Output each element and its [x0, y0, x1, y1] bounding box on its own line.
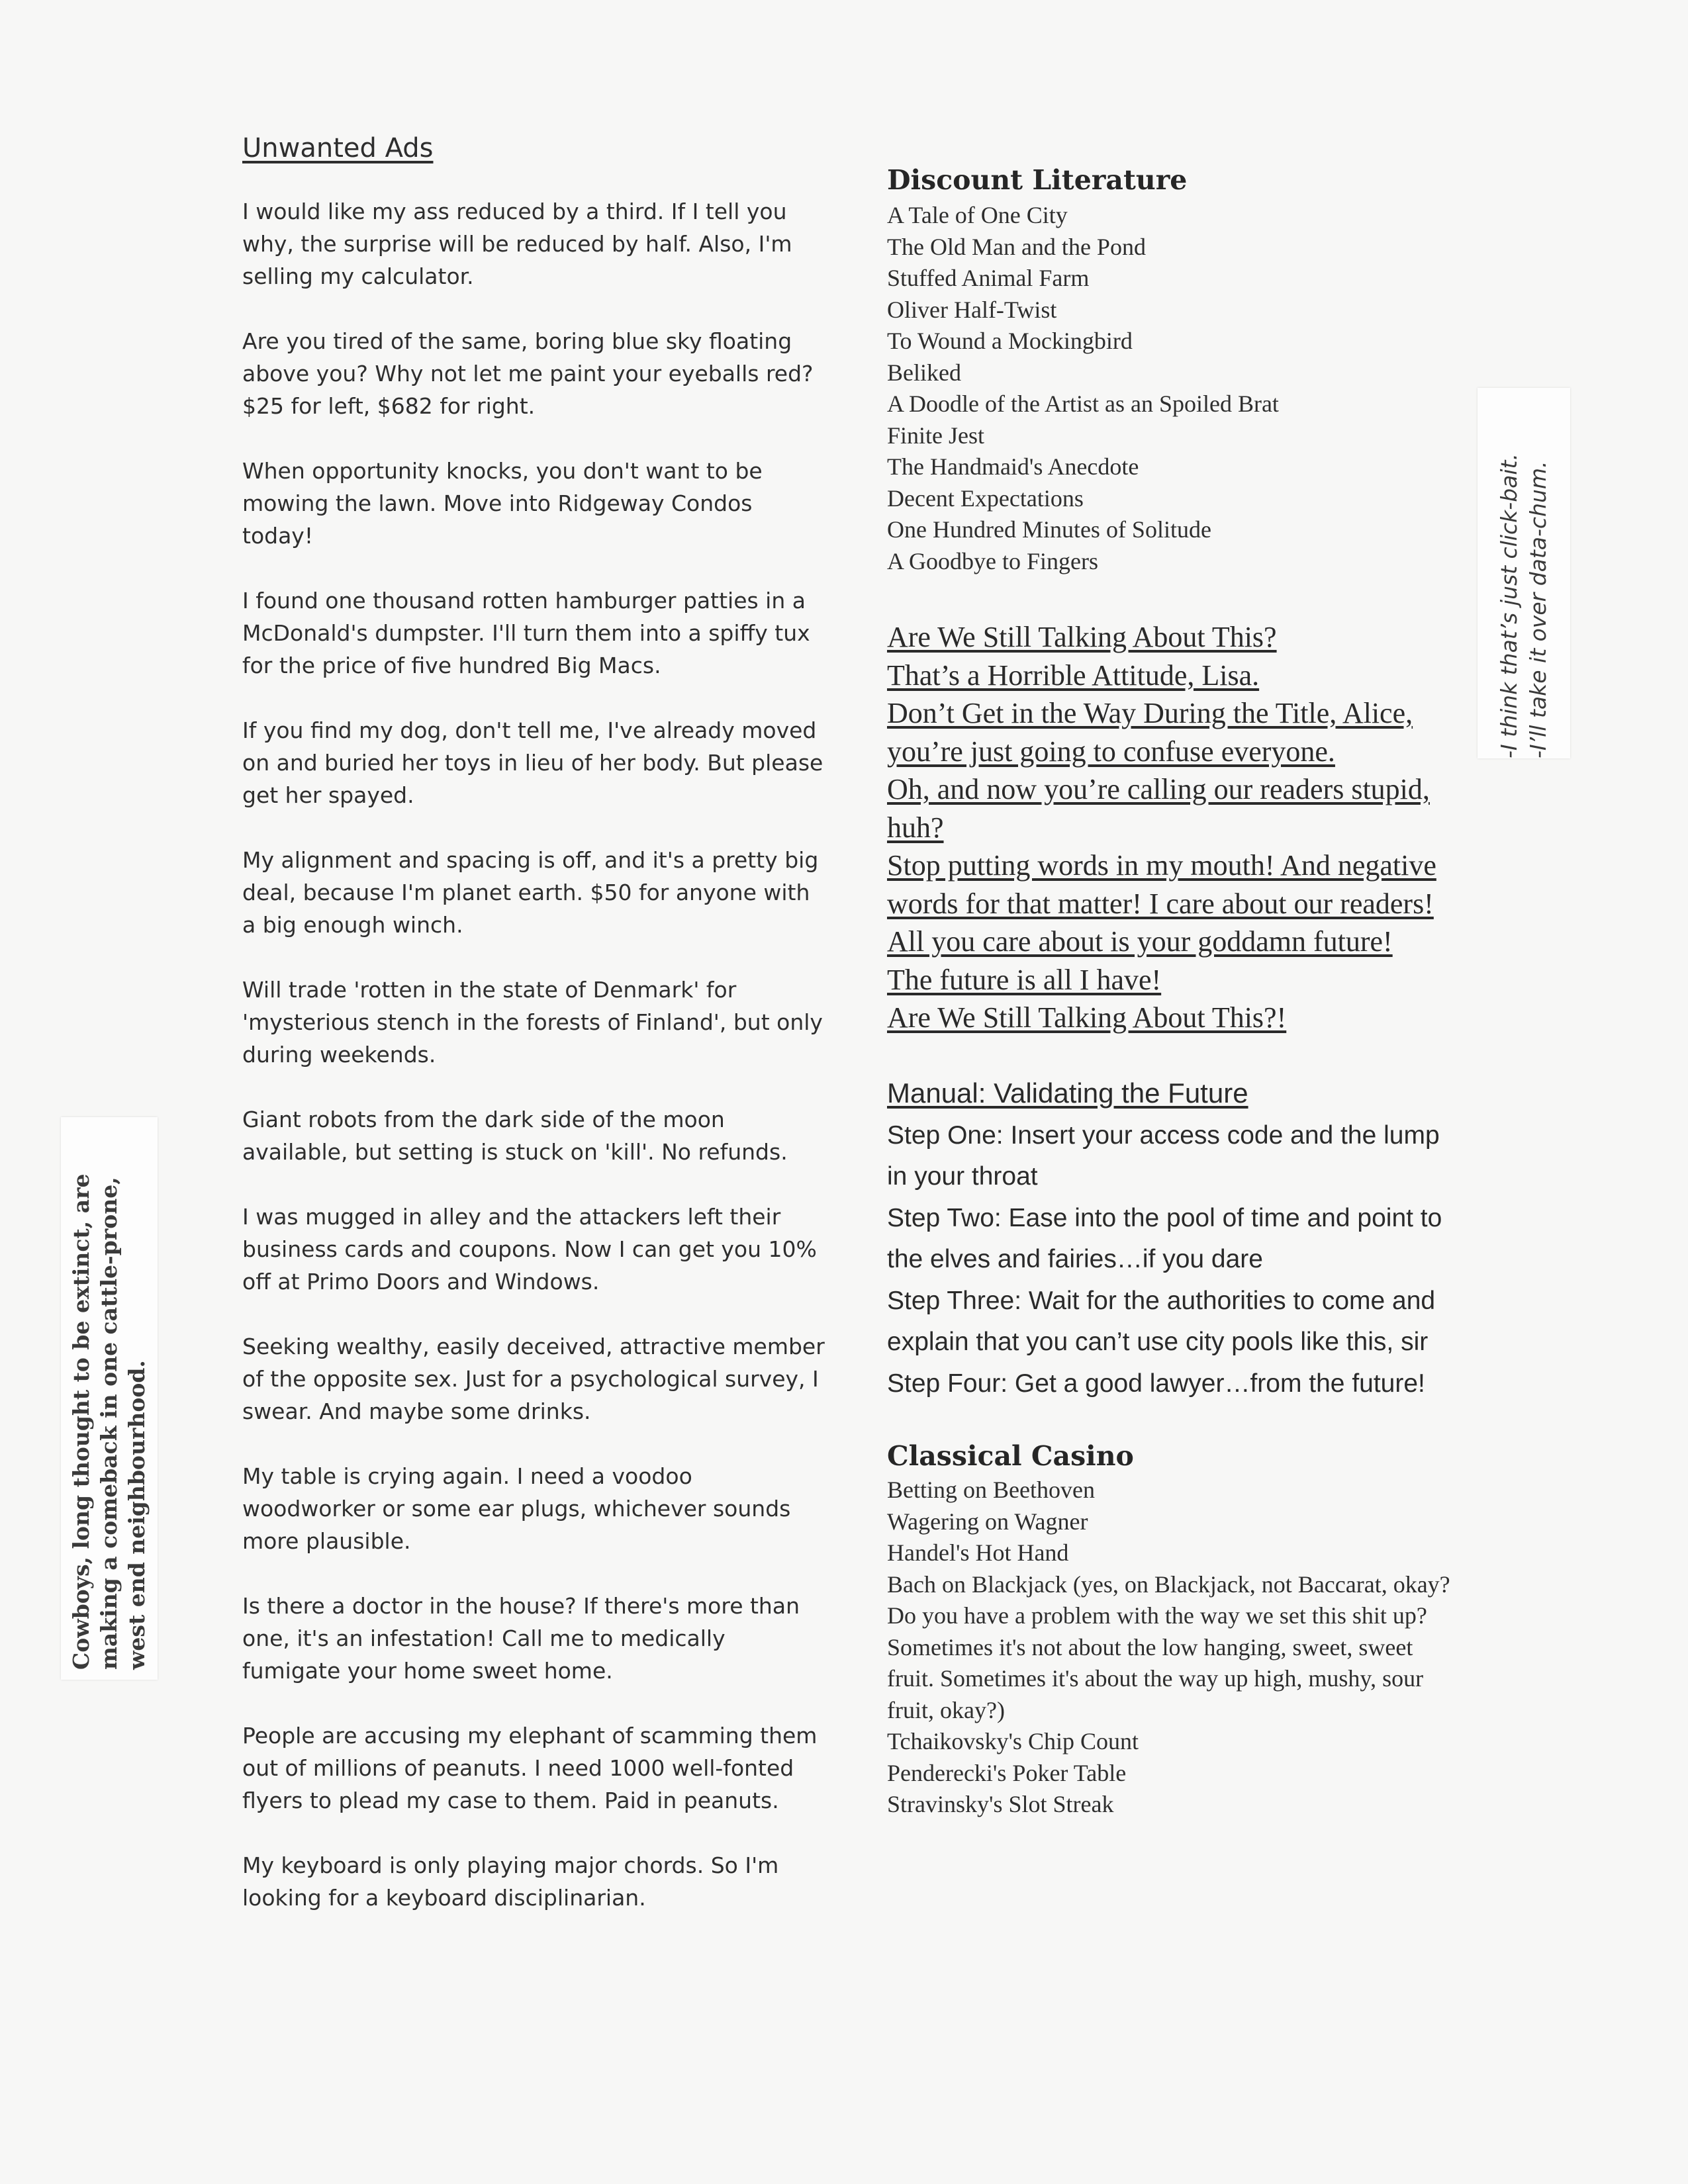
unwanted-ads-section [242, 132, 825, 1946]
classical-casino-title: Classical Casino [887, 1440, 1134, 1472]
ad-item: When opportunity knocks, you don't want to be mowing the lawn. Move into Ridgeway Condos today! [242, 458, 763, 549]
manual-section [887, 1075, 1456, 1405]
manual-steps [887, 1115, 1456, 1405]
casino-item: Handel's Hot Hand [887, 1539, 1069, 1566]
casino-item: Betting on Beethoven [887, 1477, 1095, 1503]
book-title: The Handmaid's Anecdote [887, 453, 1139, 480]
ad-item: If you find my dog, don't tell me, I've already moved on and buried her toys in lieu of her body. But please get her spayed. [242, 717, 823, 808]
manual-step: Step Three: Wait for the authorities to come and explain that you can’t use city pools like this, sir [887, 1286, 1436, 1356]
unwanted-ads-title: Unwanted Ads [242, 133, 434, 163]
casino-item: Wagering on Wagner [887, 1508, 1088, 1535]
discount-literature-section [887, 163, 1456, 577]
book-title: To Wound a Mockingbird [887, 328, 1133, 354]
side-note-left-text [68, 1127, 151, 1670]
side-note-line: west end neighbourhood. [124, 1360, 150, 1670]
book-title: Decent Expectations [887, 484, 1084, 512]
ad-item: Seeking wealthy, easily deceived, attractive member of the opposite sex. Just for a psychological survey, I swear. And maybe some drinks. [242, 1334, 825, 1424]
book-title: A Doodle of the Artist as an Spoiled Brat [887, 390, 1279, 417]
book-title: Oliver Half-Twist [887, 296, 1057, 323]
classical-casino-section [887, 1439, 1456, 1821]
ad-item: Are you tired of the same, boring blue sky floating above you? Why not let me paint your eyeballs red? $25 for left, $682 for right. [242, 328, 814, 419]
ad-item: Giant robots from the dark side of the moon available, but setting is stuck on 'kill'. No refunds. [242, 1107, 788, 1165]
side-note-line: Cowboys, long thought to be extinct, are [68, 1173, 94, 1670]
book-title: Finite Jest [887, 422, 985, 449]
ad-item: My table is crying again. I need a voodoo woodworker or some ear plugs, whichever sounds more plausible. [242, 1463, 791, 1554]
dialogue-line: That’s a Horrible Attitude, Lisa. [887, 659, 1260, 692]
ad-item: People are accusing my elephant of scamming them out of millions of peanuts. I need 1000 well-fonted flyers to plead my case to them. Paid in peanuts. [242, 1723, 818, 1813]
book-title: One Hundred Minutes of Solitude [887, 516, 1211, 543]
discount-literature-title: Discount Literature [887, 164, 1188, 196]
ad-item: I was mugged in alley and the attackers left their business cards and coupons. Now I can get you 10% off at Primo Doors and Windows. [242, 1204, 817, 1295]
discount-literature-list [887, 200, 1456, 577]
ad-item: I would like my ass reduced by a third. If I tell you why, the surprise will be reduced by half. Also, I'm selling my calculator. [242, 199, 792, 289]
casino-item: Stravinsky's Slot Streak [887, 1791, 1114, 1817]
manual-step: Step Two: Ease into the pool of time and point to the elves and fairies…if you dare [887, 1203, 1442, 1273]
book-title: Stuffed Animal Farm [887, 265, 1090, 291]
dialogue-line: Are We Still Talking About This? [887, 621, 1277, 653]
ad-item: My keyboard is only playing major chords. So I'm looking for a keyboard disciplinarian. [242, 1852, 779, 1911]
ad-item: My alignment and spacing is off, and it's a pretty big deal, because I'm planet earth. $50 for anyone with a big enough winch. [242, 847, 819, 938]
manual-step: Step Four: Get a good lawyer…from the future! [887, 1369, 1425, 1398]
book-title: The Old Man and the Pond [887, 233, 1146, 260]
book-title: Beliked [887, 359, 961, 386]
ad-item: Is there a doctor in the house? If there's more than one, it's an infestation! Call me to medically fumigate your home sweet home. [242, 1593, 800, 1684]
manual-step: Step One: Insert your access code and the lump in your throat [887, 1120, 1440, 1191]
classical-casino-list [887, 1475, 1456, 1821]
dialogue-line: Stop putting words in my mouth! And negative words for that matter! I care about our readers! [887, 849, 1436, 920]
side-note-line: -I’ll take it over data-chum. [1525, 461, 1551, 758]
ad-item: I found one thousand rotten hamburger patties in a McDonald's dumpster. I'll turn them into a spiffy tux for the price of five hundred Big Macs. [242, 588, 810, 678]
side-note-right [1477, 388, 1570, 758]
manual-title: Manual: Validating the Future [887, 1077, 1248, 1109]
dialogue-line: Oh, and now you’re calling our readers stupid, huh? [887, 773, 1430, 844]
side-note-left [61, 1117, 158, 1680]
side-note-right-text [1495, 388, 1553, 758]
book-title: A Goodbye to Fingers [887, 547, 1098, 574]
casino-item: Penderecki's Poker Table [887, 1759, 1127, 1786]
side-note-line: -I think that’s just click-bait. [1496, 453, 1522, 758]
side-note-line: making a comeback in one cattle-prone, [96, 1177, 122, 1670]
casino-item: Bach on Blackjack (yes, on Blackjack, not Baccarat, okay? Do you have a problem with the way we set this shit up? Sometimes it's not about the low hanging, sweet, sweet fruit. Sometimes it's about the way up high, mushy, sour fruit, okay?) [887, 1570, 1450, 1723]
ad-item: Will trade 'rotten in the state of Denmark' for 'mysterious stench in the forests of Finland', but only during weekends. [242, 977, 823, 1068]
dialogue-line: The future is all I have! [887, 963, 1162, 996]
right-column [887, 163, 1456, 1821]
dialogue-line: Don’t Get in the Way During the Title, Alice, you’re just going to confuse everyone. [887, 697, 1413, 768]
casino-item: Tchaikovsky's Chip Count [887, 1728, 1139, 1754]
book-title: A Tale of One City [887, 202, 1068, 228]
dialogue-section [887, 618, 1456, 1037]
dialogue-line: All you care about is your goddamn future! [887, 925, 1393, 958]
dialogue-line: Are We Still Talking About This?! [887, 1001, 1287, 1034]
